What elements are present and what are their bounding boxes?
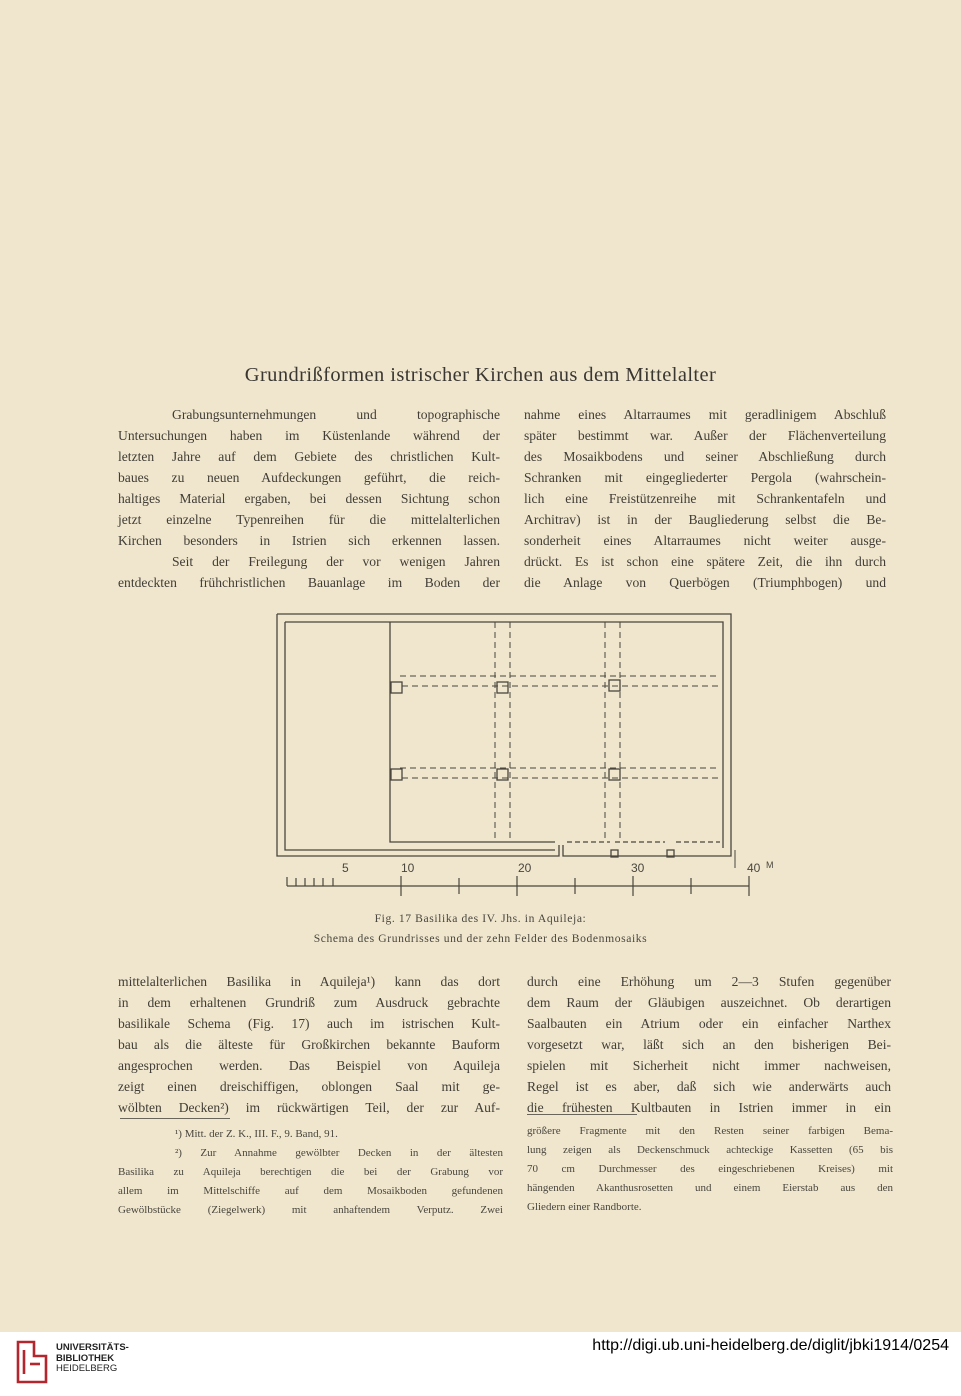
scale-unit: M — [766, 860, 774, 870]
text-line: basilikale Schema (Fig. 17) auch im istrischen Kult- — [118, 1016, 500, 1031]
footer-bar — [0, 1332, 961, 1396]
text-line: die frühesten Kultbauten in Istrien immer in ein — [527, 1100, 891, 1115]
text-line: haltiges Material ergaben, bei dessen Sichtung schon — [118, 491, 500, 506]
text-line: sonderheit eines Altarraumes nicht weiter ausge- — [524, 533, 886, 548]
text-line: durch eine Erhöhung um 2—3 Stufen gegenüber — [527, 974, 891, 989]
library-logo-text — [56, 1343, 129, 1375]
text-line: entdeckten frühchristlichen Bauanlage im Boden der — [118, 575, 500, 590]
text-line: Untersuchungen haben im Küstenlande während der — [118, 428, 500, 443]
text-line: bau als die älteste für Großkirchen bekannte Bauform — [118, 1037, 500, 1052]
text-line: Kirchen besonders in Istrien sich erkennen lassen. — [118, 533, 500, 548]
nave-outline — [390, 622, 720, 842]
footnote-line: ²) Zur Annahme gewölbter Decken in der ältesten — [175, 1147, 503, 1159]
page-title: Grundrißformen istrischer Kirchen aus dem Mittelalter — [244, 364, 717, 386]
text-line: zeigt einen dreischiffigen, oblongen Saal mit ge- — [118, 1079, 500, 1094]
footnote-line: Basilika zu Aquileja berechtigen die bei der Grabung vor — [118, 1166, 503, 1178]
footnote-line: Gewölbstücke (Ziegelwerk) mit anhaftendem Verputz. Zwei — [118, 1204, 503, 1216]
footnote-rule — [120, 1118, 230, 1119]
logo-line: HEIDELBERG — [56, 1363, 118, 1374]
text-line: des Mosaikbodens und seiner Abschließung durch — [524, 449, 886, 464]
text-line: jetzt einzelne Typenreihen für die mittelalterlichen — [118, 512, 500, 527]
scale-label: 30 — [631, 861, 645, 875]
source-url-link[interactable]: http://digi.ub.uni-heidelberg.de/diglit/jbki1914/0254 — [592, 1337, 949, 1354]
text-line: dem Raum der Gläubigen auszeichnet. Ob derartigen — [527, 995, 891, 1010]
text-line: wölbten Decken²) im rückwärtigen Teil, der zur Auf- — [118, 1100, 500, 1115]
text-line: drückt. Es ist schon eine spätere Zeit, die ihn durch — [524, 554, 886, 569]
text-line: Seit der Freilegung der vor wenigen Jahren — [172, 554, 500, 569]
text-line: später bestimmt war. Außer der Flächenverteilung — [524, 428, 886, 443]
text-line: angesprochen werden. Das Beispiel von Aquileja — [118, 1058, 500, 1073]
scale-label: 5 — [342, 861, 349, 875]
footnote-line: 70 cm Durchmesser des eingeschriebenen Kreises) mit — [527, 1163, 893, 1175]
text-line: Schranken mit eingegliederter Pergola (wahrschein- — [524, 470, 886, 485]
text-line: nahme eines Altarraumes mit geradlinigem Abschluß — [524, 407, 886, 422]
footnote-line: Gliedern einer Randborte. — [527, 1201, 642, 1213]
footnote-line: lung zeigen als Deckenschmuck achteckige Kassetten (65 bis — [527, 1144, 893, 1156]
footnote-line: größere Fragmente mit den Resten seiner farbigen Bema- — [527, 1125, 893, 1137]
text-line: mittelalterlichen Basilika in Aquileja¹) kann das dort — [118, 974, 500, 989]
text-line: spielen mit Sicherheit nicht immer nachweisen, — [527, 1058, 891, 1073]
text-line: vorgesetzt war, läßt sich an den bisherigen Bei- — [527, 1037, 891, 1052]
logo-line: UNIVERSITÄTS- — [56, 1342, 129, 1353]
footnote-line: allem im Mittelschiffe auf dem Mosaikboden gefundenen — [118, 1185, 503, 1197]
scale-label: 40 — [747, 861, 761, 875]
text-line: Grabungsunternehmungen und topographische — [172, 407, 500, 422]
text-line: Saalbauten ein Atrium oder ein einfacher Narthex — [527, 1016, 891, 1031]
text-line: lich eine Freistützenreihe mit Schrankentafeln und — [524, 491, 886, 506]
text-line: Regel ist es aber, daß sich wie anderwärts auch — [527, 1079, 891, 1094]
text-line: die Anlage von Querbögen (Triumphbogen) und — [524, 575, 886, 590]
dashed-grid — [400, 622, 720, 842]
footnote-rule — [527, 1114, 637, 1115]
scale-label: 20 — [518, 861, 532, 875]
scale-label: 10 — [401, 861, 415, 875]
figure-caption-line1: Fig. 17 Basilika des IV. Jhs. in Aquileja: — [374, 912, 587, 925]
library-logo-icon — [10, 1338, 50, 1386]
scale-labels — [342, 860, 774, 875]
footnote-line: ¹) Mitt. der Z. K., III. F., 9. Band, 91. — [175, 1128, 338, 1140]
footnote-line: hängenden Akanthusrosetten und einem Eierstab aus den — [527, 1182, 893, 1194]
text-line: letzten Jahre auf dem Gebiete des christlichen Kult- — [118, 449, 500, 464]
text-line: baues zu neuen Aufdeckungen geführt, die reich- — [118, 470, 500, 485]
figure-caption-line2: Schema des Grundrisses und der zehn Felder des Bodenmosaiks — [313, 932, 648, 945]
floor-plan-figure — [0, 610, 961, 910]
outer-wall — [277, 614, 731, 856]
text-line: in dem erhaltenen Grundriß zum Ausdruck gebrachte — [118, 995, 500, 1010]
text-line: Architrav) ist in der Baugliederung selbst die Be- — [524, 512, 886, 527]
logo-line: BIBLIOTHEK — [56, 1352, 115, 1364]
